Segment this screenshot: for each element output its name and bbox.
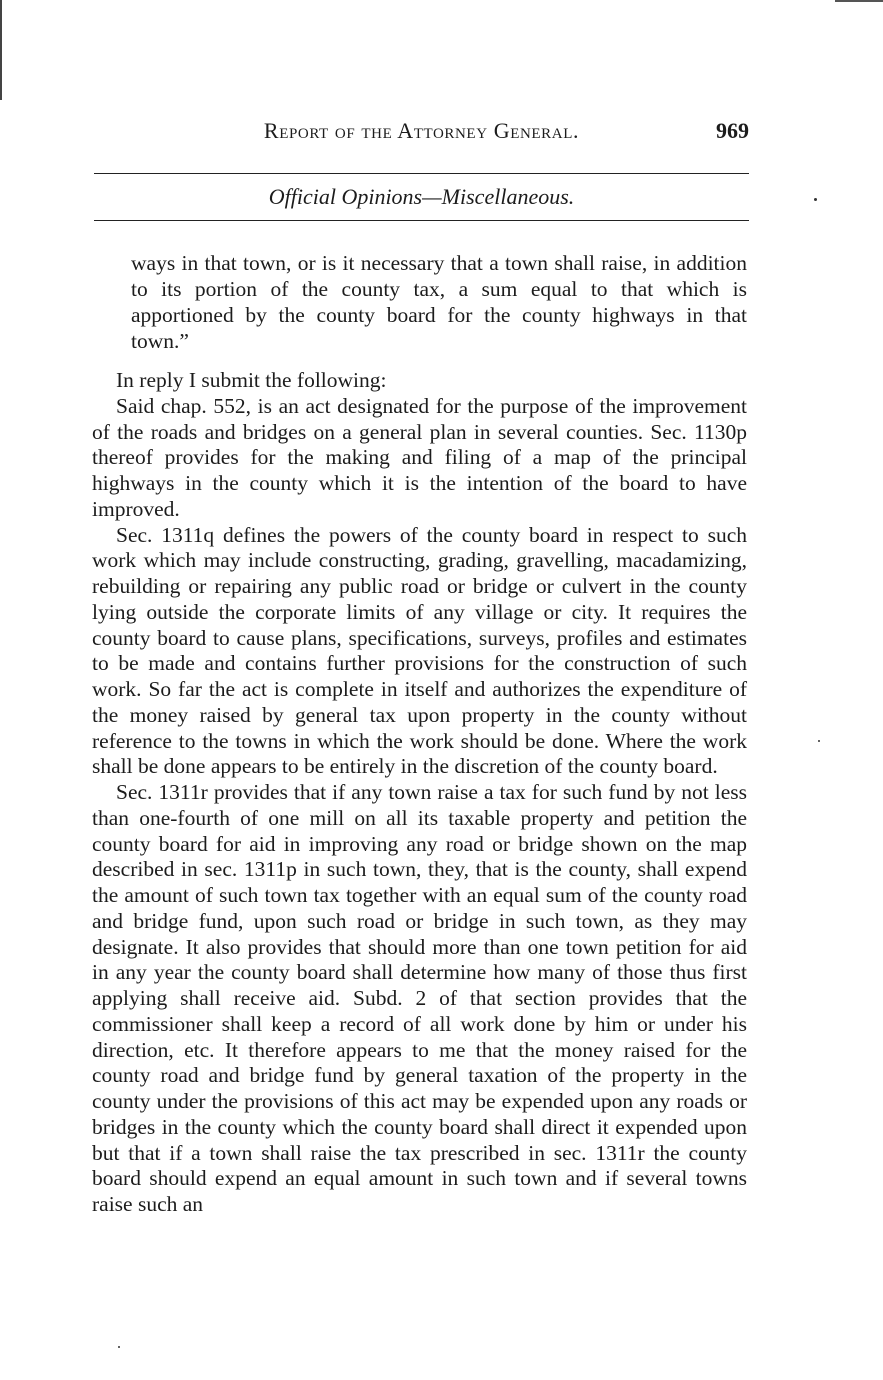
paragraph-sec-1311r: Sec. 1311r provides that if any town raise a tax for such fund by not less than one-fourth of one mill on all its taxable property and petition the county board for aid in improving any road or bridge shown on the map described in sec. 1311p in such town, they, that is the county, shall expend the amount of such town tax together with an equal sum of the county road and bridge fund, upon such road or bridge in such town, as they may designate. It also provides that should more than one town petition for aid in any year the county board shall determine how many of those thus first applying shall receive aid. Subd. 2 of that section provides that the commissioner shall keep a record of all work done by him or under his direction, etc. It therefore appears to me that the money raised for the county road and bridge fund by general taxation of the property in the county under the provisions of this act may be expended upon any roads or bridges in the county which the county board shall direct it expended upon but that if a town shall raise the tax prescribed in sec. 1311r the county board should expend an equal amount in such town and if several towns raise such an bbox=[92, 780, 747, 1216]
running-title: Report of the Attorney General. bbox=[263, 118, 580, 143]
section-heading: Official Opinions—Miscellaneous. bbox=[268, 184, 575, 209]
quoted-question: ways in that town, or is it necessary that a town shall raise, in addition to its portion of the county tax, a sum equal to that which is apportioned by the county board for the county highways in that town.” bbox=[131, 251, 747, 353]
scan-top-edge bbox=[835, 0, 883, 2]
scan-left-edge bbox=[0, 0, 2, 100]
running-head bbox=[94, 116, 749, 146]
opinion-body bbox=[92, 368, 747, 1218]
paragraph-sec-1311q: Sec. 1311q defines the powers of the county board in respect to such work which may include constructing, grading, gravelling, macadamizing, rebuilding or repairing any public road or bridge or culvert in the county lying outside the corporate limits of any village or city. It requires the county board to cause plans, specifications, surveys, profiles and estimates to be made and contains further provisions for the construction of such work. So far the act is complete in itself and authorizes the expenditure of the money raised by general tax upon property in the county without reference to the towns in which the work should be done. Where the work shall be done appears to be entirely in the discretion of the county board. bbox=[92, 522, 747, 779]
header-rule-top bbox=[94, 173, 749, 174]
paragraph-intro: In reply I submit the following: bbox=[116, 368, 387, 392]
scan-speck bbox=[814, 198, 817, 201]
page-number: 969 bbox=[716, 118, 749, 143]
header-rule-bottom bbox=[94, 220, 749, 221]
paragraph-chapter-552: Said chap. 552, is an act designated for the purpose of the improvement of the roads and bridges on a general plan in several counties. Sec. 1130p thereof provides for the making and filing of a map of the principal highways in the county which it is the intention of the board to have improved. bbox=[92, 393, 747, 521]
scan-speck bbox=[818, 740, 820, 742]
scan-speck bbox=[118, 1346, 120, 1348]
